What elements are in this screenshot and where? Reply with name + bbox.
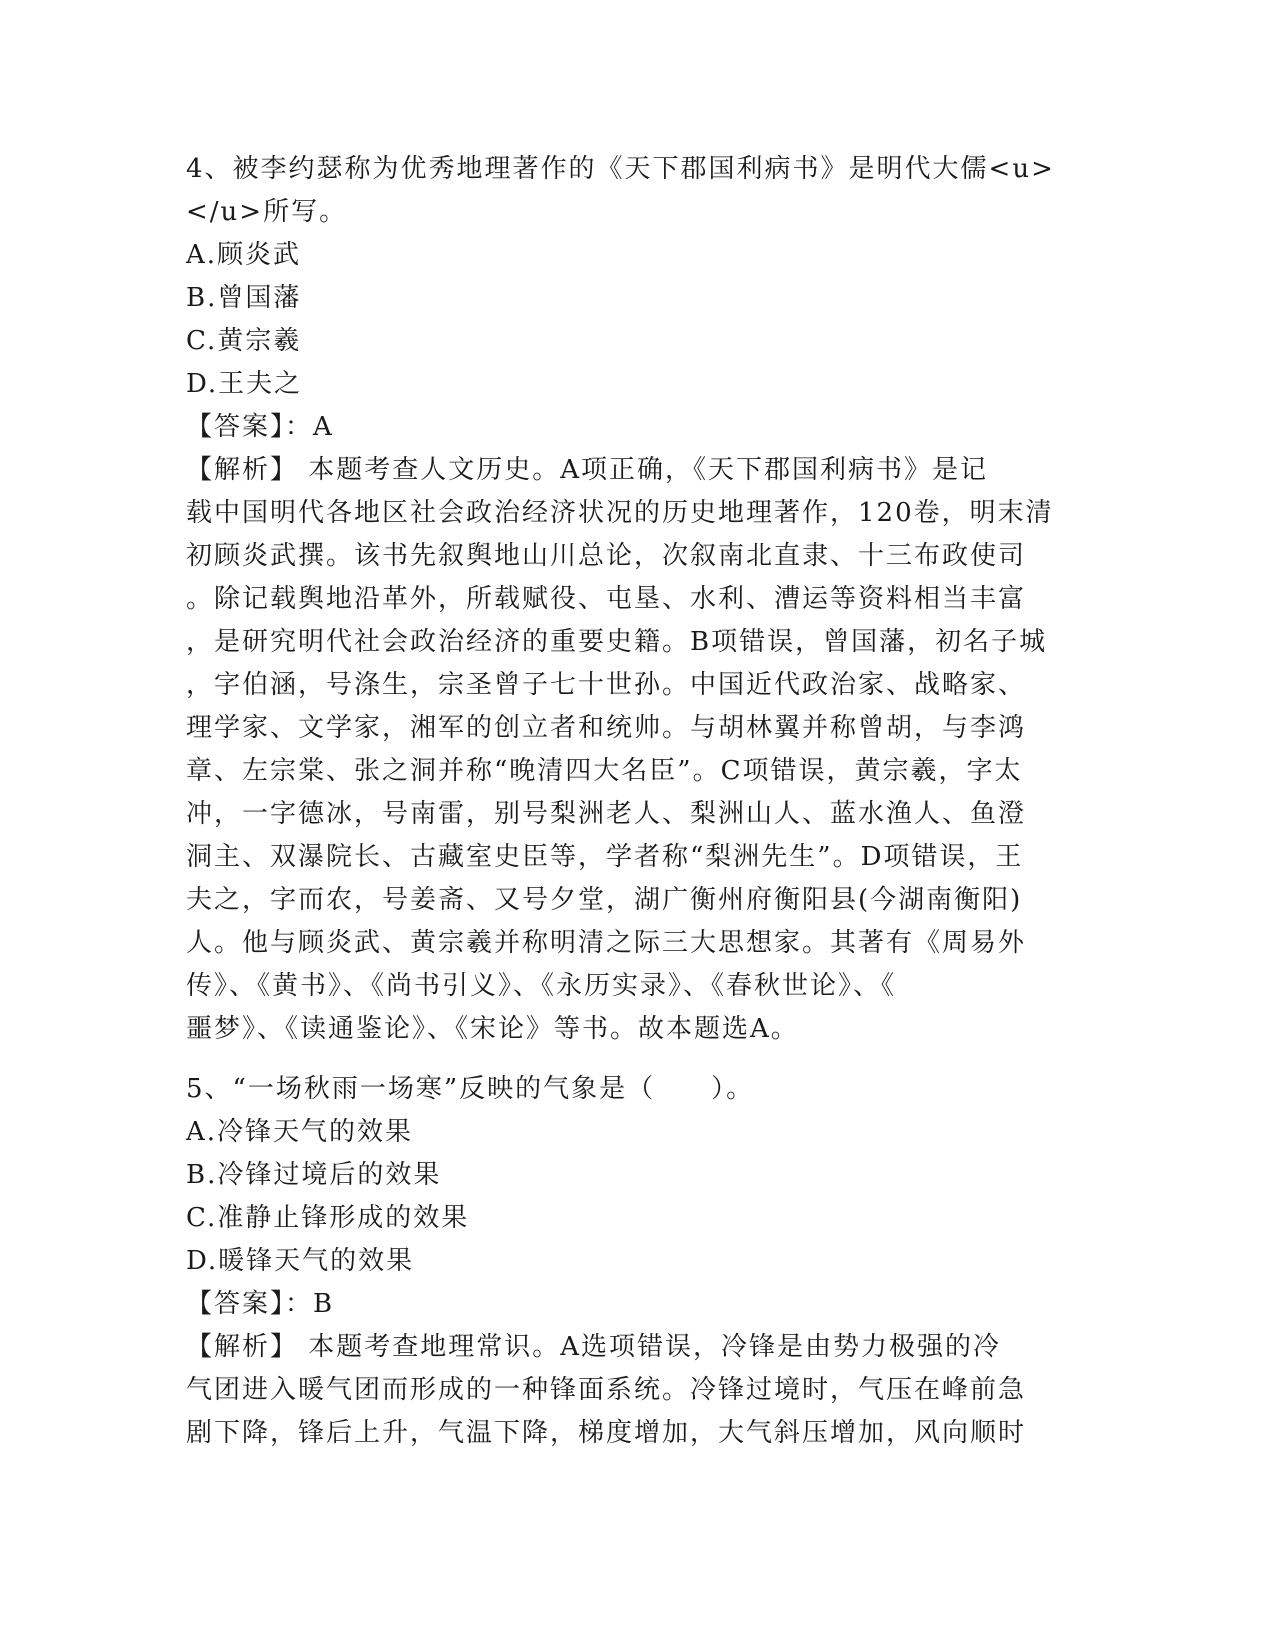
analysis-line: 剧下降，锋后上升，气温下降，梯度增加，大气斜压增加，风向顺时 bbox=[186, 1418, 1027, 1448]
analysis-line: 噩梦》、《读通鉴论》、《宋论》等书。故本题选A。 bbox=[186, 1014, 799, 1044]
option-b: B.冷锋过境后的效果 bbox=[186, 1160, 442, 1190]
analysis-line: 。除记载舆地沿革外，所载赋役、屯垦、水利、漕运等资料相当丰富 bbox=[186, 584, 1027, 614]
question-spacer bbox=[186, 1051, 1086, 1068]
answer-line: 【答案】：B bbox=[186, 1289, 335, 1319]
analysis-line: ，字伯涵，号涤生，宗圣曾子七十世孙。中国近代政治家、战略家、 bbox=[186, 670, 1027, 700]
document-page bbox=[186, 148, 1086, 1455]
question-stem-line: 5、“一场秋雨一场寒”反映的气象是（ ）。 bbox=[186, 1074, 755, 1104]
analysis-line: 洞主、双瀑院长、古藏室史臣等，学者称“梨洲先生”。D项错误，王 bbox=[186, 842, 1024, 872]
analysis-line: 【解析】 本题考查人文历史。A项正确，《天下郡国利病书》是记 bbox=[186, 455, 989, 485]
analysis-line: 载中国明代各地区社会政治经济状况的历史地理著作，120卷，明末清 bbox=[186, 498, 1054, 528]
analysis-line: 人。他与顾炎武、黄宗羲并称明清之际三大思想家。其著有《周易外 bbox=[186, 928, 1027, 958]
analysis-line: 传》、《黄书》、《尚书引义》、《永历实录》、《春秋世论》、《 bbox=[186, 971, 897, 1001]
analysis-line: 冲，一字德冰，号南雷，别号梨洲老人、梨洲山人、蓝水渔人、鱼澄 bbox=[186, 799, 1027, 829]
question-4 bbox=[186, 148, 1086, 1051]
option-c: C.准静止锋形成的效果 bbox=[186, 1203, 470, 1233]
option-d: D.王夫之 bbox=[186, 369, 303, 399]
option-a: A.顾炎武 bbox=[186, 240, 302, 270]
option-d: D.暖锋天气的效果 bbox=[186, 1246, 415, 1276]
analysis-block bbox=[186, 1326, 1086, 1455]
analysis-line: 初顾炎武撰。该书先叙舆地山川总论，次叙南北直隶、十三布政使司 bbox=[186, 541, 1027, 571]
analysis-line: 理学家、文学家，湘军的创立者和统帅。与胡林翼并称曾胡，与李鸿 bbox=[186, 713, 1027, 743]
option-b: B.曾国藩 bbox=[186, 283, 302, 313]
analysis-line: ，是研究明代社会政治经济的重要史籍。B项错误，曾国藩，初名子城 bbox=[186, 627, 1048, 657]
question-5 bbox=[186, 1068, 1086, 1455]
question-stem-line: </u>所写。 bbox=[186, 197, 348, 227]
analysis-line: 【解析】 本题考查地理常识。A选项错误，冷锋是由势力极强的冷 bbox=[186, 1332, 1002, 1362]
analysis-block bbox=[186, 449, 1086, 1051]
analysis-line: 章、左宗棠、张之洞并称“晚清四大名臣”。C项错误，黄宗羲，字太 bbox=[186, 756, 1023, 786]
answer-line: 【答案】：A bbox=[186, 412, 334, 442]
analysis-line: 夫之，字而农，号姜斋、又号夕堂，湖广衡州府衡阳县(今湖南衡阳) bbox=[186, 885, 1023, 915]
option-c: C.黄宗羲 bbox=[186, 326, 302, 356]
option-a: A.冷锋天气的效果 bbox=[186, 1117, 414, 1147]
analysis-line: 气团进入暖气团而形成的一种锋面系统。冷锋过境时，气压在峰前急 bbox=[186, 1375, 1027, 1405]
question-stem-line: 4、被李约瑟称为优秀地理著作的《天下郡国利病书》是明代大儒<u> bbox=[186, 154, 1055, 184]
